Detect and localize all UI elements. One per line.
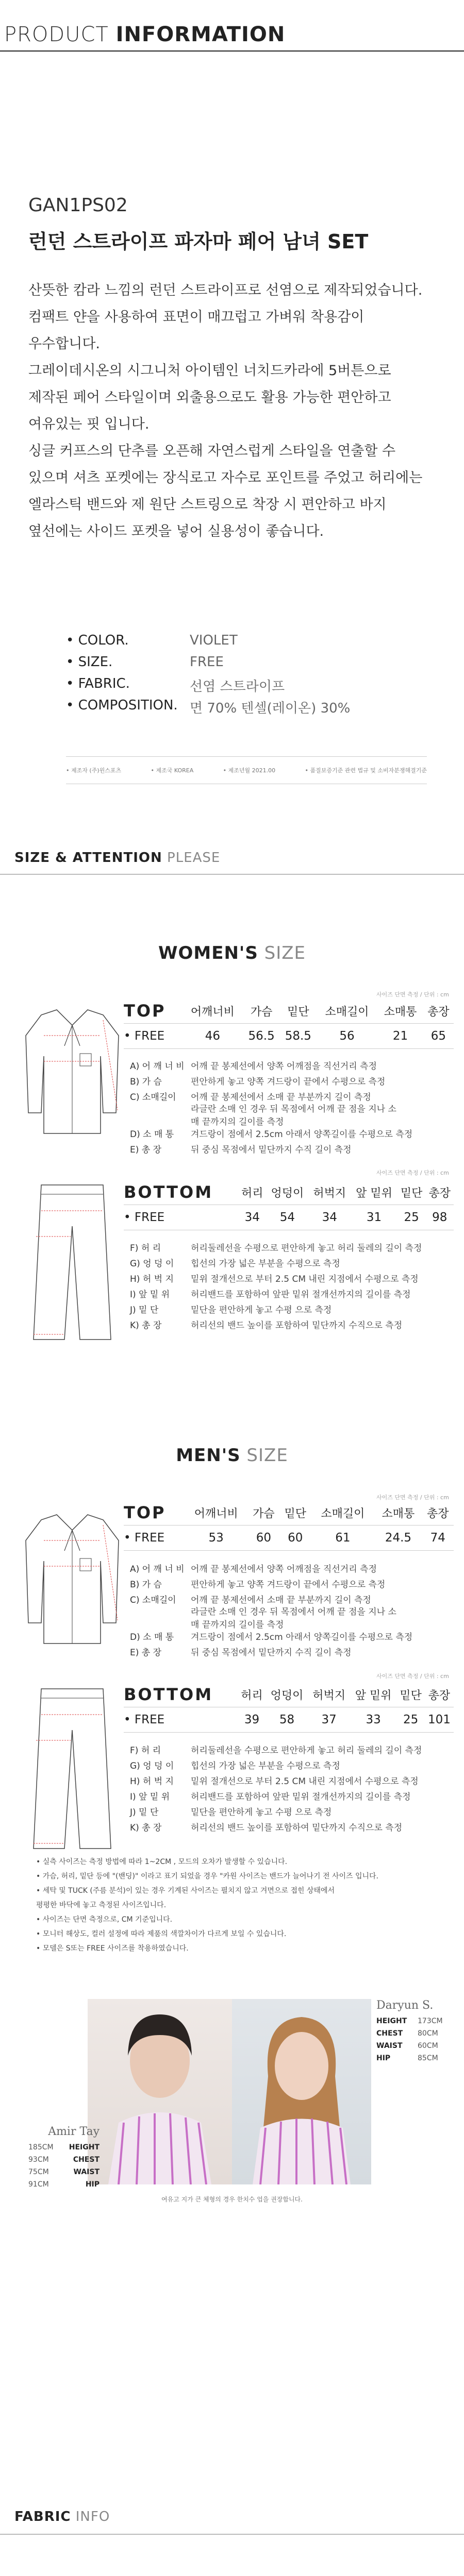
table-cell: 25 (397, 1205, 426, 1230)
measure-note: K) 총 장 허리선의 밴드 높이를 포함하여 밑단까지 수직으로 측정 (130, 1320, 403, 1331)
section-divider (0, 874, 464, 875)
measure-note: K) 총 장 허리선의 밴드 높이를 포함하여 밑단까지 수직으로 측정 (130, 1822, 403, 1833)
fabric-section-title: FABRIC INFO (14, 2509, 110, 2524)
column-header: 어깨너비 (185, 1500, 248, 1526)
spec-key: • SIZE. (66, 654, 113, 670)
unit-note: 사이즈 단면 측정 / 단위 : cm (376, 1170, 449, 1176)
model-stat: HEIGHT 173CM (376, 2017, 443, 2025)
table-header-row (124, 1682, 454, 1707)
column-header: 총장 (425, 1180, 454, 1205)
measure-note: J) 밑 단 밑단을 편안하게 놓고 수평 으로 측정 (130, 1304, 332, 1315)
size-label: • FREE (124, 1707, 238, 1733)
product-description (28, 277, 441, 545)
table-cell: 34 (238, 1205, 267, 1230)
note-line: • 세탁 및 TUCK (주름 분석)이 있는 경우 기계된 사이즈는 펼치지 않고 겨면으로 접힌 상태에서 (36, 1887, 335, 1895)
measure-note: A) 어 깨 너 비 어깨 끝 봉제선에서 양쪽 어깨점을 직선거리 측정 (130, 1564, 377, 1574)
size-label: • FREE (124, 1024, 182, 1049)
column-header: 허리 (238, 1682, 266, 1707)
table-cell: 21 (377, 1024, 423, 1049)
table-cell: 24.5 (374, 1526, 422, 1551)
model-stat: 75CM WAIST (28, 2168, 100, 2176)
table-cell: 98 (425, 1205, 454, 1230)
model-caption: 여유고 지가 큰 체형의 경우 한치수 업을 권장합니다. (161, 2196, 303, 2203)
product-code: GAN1PS02 (28, 195, 128, 216)
shirt-illustration (21, 1510, 124, 1649)
model-name: Daryun S. (376, 1999, 434, 2012)
header-divider (0, 50, 464, 52)
description-line: 제작된 페어 스타일이며 외출용으로도 활용 가능한 편안하고 (28, 389, 391, 405)
table-cell: 54 (267, 1205, 309, 1230)
unit-note: 사이즈 단면 측정 / 단위 : cm (376, 1673, 449, 1680)
description-line: 산뜻한 캄라 느낌의 런던 스트라이프로 선염으로 제작되었습니다. (28, 282, 423, 298)
description-line: 컴팩트 얀을 사용하여 표면이 매끄럽고 가벼워 착용감이 (28, 309, 364, 325)
womens-top-table (124, 998, 454, 1049)
section-divider (0, 2534, 464, 2535)
spec-key: • FABRIC. (66, 676, 130, 691)
table-cell: 37 (308, 1707, 350, 1733)
note-line: • 모니터 해상도, 컬러 설정에 따라 제품의 색깔차이가 다르게 보일 수 있습니다. (36, 1930, 287, 1938)
column-header: 앞 밑위 (351, 1180, 397, 1205)
size-label: • FREE (124, 1526, 185, 1551)
measure-note: F) 허 리 허리둘레선을 수평으로 편안하게 놓고 허리 둘레의 길이 측정 (130, 1243, 422, 1253)
spec-value: FREE (190, 654, 224, 670)
spec-row (66, 654, 427, 676)
table-cell: 39 (238, 1707, 266, 1733)
measure-note: 라글란 소매 인 경우 뒤 목점에서 어깨 끝 점을 지나 소매 끝까지의 길이를 측정 (191, 1104, 396, 1127)
womens-size-title: WOMEN'S SIZE (158, 943, 306, 963)
spec-list (66, 633, 427, 719)
pants-illustration (28, 1180, 116, 1345)
table-cell: 61 (311, 1526, 375, 1551)
description-line: 엘라스틱 밴드와 제 원단 스트링으로 착장 시 편안하고 바지 (28, 497, 387, 513)
measure-notes (130, 1057, 460, 1156)
measure-note: G) 엉 덩 이 힙선의 가장 넓은 부분을 수평으로 측정 (130, 1760, 340, 1771)
measure-note: E) 총 장 뒤 중심 목점에서 밑단까지 수직 길이 측정 (130, 1144, 352, 1155)
table-category: BOTTOM (124, 1682, 238, 1707)
page-title: PRODUCT INFORMATION (4, 23, 286, 46)
size-label: • FREE (124, 1205, 238, 1230)
column-header: 총장 (425, 1682, 454, 1707)
care-guide-item: • 품질보증기준 관련 법규 및 소비자분쟁해결기준 (305, 767, 427, 774)
table-cell: 46 (182, 1024, 243, 1049)
shirt-illustration (21, 1005, 124, 1139)
measure-notes (130, 1560, 460, 1659)
column-header: 총장 (422, 1500, 454, 1526)
description-line: 있으며 셔츠 포켓에는 장식로고 자수로 포인트를 주었고 허리에는 (28, 470, 423, 486)
table-cell: 60 (248, 1526, 279, 1551)
table-cell: 56.5 (243, 1024, 280, 1049)
womens-bottom-table (124, 1180, 454, 1230)
column-header: 가슴 (248, 1500, 279, 1526)
table-cell: 25 (396, 1707, 424, 1733)
unit-note: 사이즈 단면 측정 / 단위 : cm (376, 991, 449, 998)
table-category: BOTTOM (124, 1180, 238, 1205)
model-stat: HIP 85CM (376, 2054, 438, 2062)
model-name: Amir Tay (48, 2125, 100, 2138)
size-section-title: SIZE & ATTENTION PLEASE (14, 850, 221, 866)
measure-notes (130, 1239, 460, 1332)
size-notes (36, 1855, 438, 1956)
measure-note: I) 앞 밑 위 허리밴드를 포함하여 앞판 밑위 절개선까지의 길이를 측정 (130, 1791, 411, 1802)
column-header: 가슴 (243, 998, 280, 1024)
spec-key: • COLOR. (66, 633, 129, 648)
model-stat: CHEST 80CM (376, 2029, 438, 2038)
description-line: 그레이데시온의 시그니처 아이템인 너치드카라에 5버튼으로 (28, 363, 391, 379)
column-header: 엉덩이 (267, 1180, 309, 1205)
column-header: 앞 밑위 (350, 1682, 397, 1707)
unit-note: 사이즈 단면 측정 / 단위 : cm (376, 1494, 449, 1501)
measure-note: C) 소매길이 어깨 끝 봉제선에서 소매 끝 부분까지 길이 측정 (130, 1092, 371, 1103)
mens-size-title: MEN'S SIZE (176, 1445, 288, 1466)
mens-top-table (124, 1500, 454, 1551)
table-cell: 31 (351, 1205, 397, 1230)
table-cell: 58.5 (280, 1024, 317, 1049)
table-cell: 53 (185, 1526, 248, 1551)
measure-note: 라글란 소매 인 경우 뒤 목점에서 어깨 끝 점을 지나 소매 끝까지의 길이를 측정 (191, 1607, 396, 1630)
note-line: • 모델은 S또는 FREE 사이즈를 착용하였습니다. (36, 1944, 189, 1953)
table-row (124, 1526, 454, 1551)
description-line: 우수합니다. (28, 336, 100, 352)
page-header (0, 0, 464, 52)
female-model-photo (232, 1999, 371, 2184)
spec-value: 면 70% 텐셀(레이온) 30% (190, 701, 351, 716)
note-line: • 가슴, 허리, 밑단 등에 "(밴딩)" 이라고 표기 되었을 경우 "카원 사이즈는 밴드가 늘어나기 전 사이즈 입니다. (36, 1872, 379, 1880)
care-guide-item: • 제조국 KOREA (151, 767, 194, 774)
column-header: 허벅지 (308, 1682, 350, 1707)
spec-value: 선염 스트라이프 (190, 679, 285, 694)
table-row (124, 1024, 454, 1049)
column-header: 허리 (238, 1180, 267, 1205)
table-cell: 60 (279, 1526, 311, 1551)
product-name: 런던 스트라이프 파자마 페어 남녀 SET (28, 230, 369, 253)
measure-note: H) 허 벅 지 밑위 절개선으로 부터 2.5 CM 내린 지점에서 수평으로 측정 (130, 1776, 419, 1787)
description-line: 옆선에는 사이드 포켓을 넣어 실용성이 좋습니다. (28, 523, 324, 539)
measure-note: E) 총 장 뒤 중심 목점에서 밑단까지 수직 길이 측정 (130, 1647, 352, 1658)
table-header-row (124, 1500, 454, 1526)
spec-row (66, 698, 427, 719)
model-stat: 185CM HEIGHT (28, 2143, 100, 2151)
male-model-photo (88, 1999, 232, 2184)
measure-note: C) 소매길이 어깨 끝 봉제선에서 소매 끝 부분까지 길이 측정 (130, 1595, 371, 1605)
table-cell: 56 (317, 1024, 377, 1049)
table-header-row (124, 998, 454, 1024)
table-cell: 74 (422, 1526, 454, 1551)
column-header: 어깨너비 (182, 998, 243, 1024)
column-header: 소매통 (377, 998, 423, 1024)
column-header: 밑단 (280, 998, 317, 1024)
note-line: • 실측 사이즈는 측정 방법에 따라 1~2CM , 모드의 오차가 발생할 수 있습니다. (36, 1858, 288, 1866)
measure-note: H) 허 벅 지 밑위 절개선으로 부터 2.5 CM 내린 지점에서 수평으로 측정 (130, 1274, 419, 1284)
model-stat: 93CM CHEST (28, 2156, 100, 2164)
model-stat: WAIST 60CM (376, 2042, 438, 2050)
table-cell: 65 (423, 1024, 454, 1049)
description-line: 싱글 커프스의 단추를 오픈해 자연스럽게 스타일을 연출할 수 (28, 443, 396, 459)
column-header: 소매길이 (311, 1500, 375, 1526)
table-row (124, 1205, 454, 1230)
care-guide-item: • 제조년월 2021.00 (223, 767, 276, 774)
table-header-row (124, 1180, 454, 1205)
measure-note: B) 가 슴 편안하게 놓고 양쪽 겨드랑이 끝에서 수평으로 측정 (130, 1076, 386, 1087)
column-header: 소매통 (374, 1500, 422, 1526)
measure-note: B) 가 슴 편안하게 놓고 양쪽 겨드랑이 끝에서 수평으로 측정 (130, 1579, 386, 1590)
female-model-info (376, 1999, 443, 2064)
spec-key: • COMPOSITION. (66, 698, 178, 713)
column-header: 엉덩이 (266, 1682, 308, 1707)
description-line: 여유있는 핏 입니다. (28, 416, 150, 432)
table-cell: 34 (308, 1205, 351, 1230)
note-line: 평평한 바닥에 놓고 측정된 사이즈입니다. (36, 1901, 167, 1909)
measure-notes (130, 1741, 460, 1834)
model-stat: 91CM HIP (28, 2180, 100, 2189)
care-guide (66, 756, 427, 784)
pants-illustration (28, 1684, 116, 1854)
spec-value: VIOLET (190, 633, 238, 648)
spec-row (66, 633, 427, 654)
male-model-info (28, 2125, 100, 2191)
spec-row (66, 676, 427, 698)
column-header: 밑단 (396, 1682, 424, 1707)
column-header: 밑단 (397, 1180, 426, 1205)
column-header: 허벅지 (308, 1180, 351, 1205)
measure-note: A) 어 깨 너 비 어깨 끝 봉제선에서 양쪽 어깨점을 직선거리 측정 (130, 1061, 377, 1072)
table-cell: 101 (425, 1707, 454, 1733)
table-category: TOP (124, 1500, 185, 1526)
care-guide-item: • 제조자 (주)윈스포츠 (66, 767, 122, 774)
table-row (124, 1707, 454, 1733)
measure-note: G) 엉 덩 이 힙선의 가장 넓은 부분을 수평으로 측정 (130, 1258, 340, 1269)
column-header: 소매길이 (317, 998, 377, 1024)
note-line: • 사이즈는 단면 측정으로, CM 기준입니다. (36, 1916, 173, 1924)
measure-note: F) 허 리 허리둘레선을 수평으로 편안하게 놓고 허리 둘레의 길이 측정 (130, 1745, 422, 1756)
measure-note: I) 앞 밑 위 허리밴드를 포함하여 앞판 밑위 절개선까지의 길이를 측정 (130, 1289, 411, 1300)
column-header: 밑단 (279, 1500, 311, 1526)
mens-bottom-table (124, 1682, 454, 1733)
measure-note: J) 밑 단 밑단을 편안하게 놓고 수평 으로 측정 (130, 1807, 332, 1818)
measure-note: D) 소 매 통 겨드랑이 점에서 2.5cm 아래서 양쪽길이를 수평으로 측정 (130, 1129, 413, 1140)
table-category: TOP (124, 998, 182, 1024)
column-header: 총장 (423, 998, 454, 1024)
measure-note: D) 소 매 통 겨드랑이 점에서 2.5cm 아래서 양쪽길이를 수평으로 측정 (130, 1632, 413, 1642)
table-cell: 33 (350, 1707, 397, 1733)
table-cell: 58 (266, 1707, 308, 1733)
